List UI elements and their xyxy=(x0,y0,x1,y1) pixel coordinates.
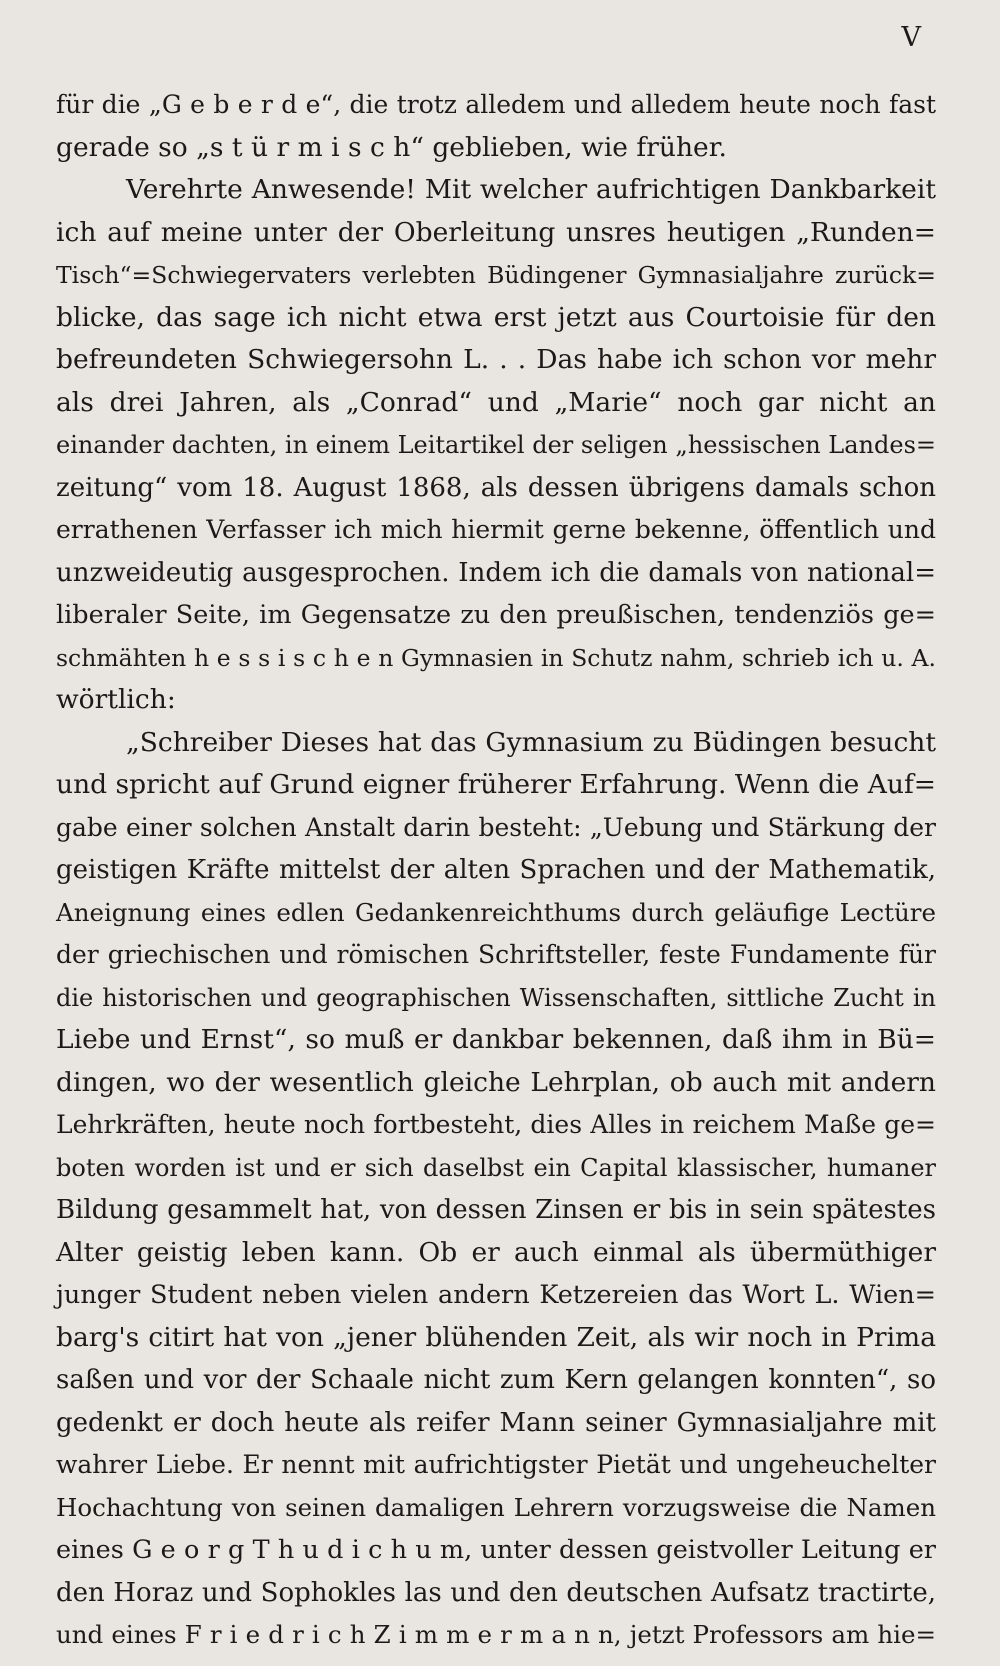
text-line: wahrer Liebe. Er nennt mit aufrichtigster Pietät und ungeheuchelter xyxy=(56,1450,936,1479)
text-line: Hochachtung von seinen damaligen Lehrern vorzugsweise die Namen xyxy=(56,1492,936,1522)
text-line: gerade so „s t ü r m i s c h“ geblieben, wie früher. xyxy=(56,131,727,163)
text-line: geistigen Kräfte mittelst der alten Sprachen und der Mathematik, xyxy=(56,855,936,885)
text-line: saßen und vor der Schaale nicht zum Kern gelangen konnten“, so xyxy=(56,1365,936,1395)
text-line: blicke, das sage ich nicht etwa erst jetzt aus Courtoisie für den xyxy=(56,301,936,333)
text-line: Aneignung eines edlen Gedankenreichthums durch geläufige Lectüre xyxy=(56,897,936,927)
text-line: Alter geistig leben kann. Ob er auch einmal als übermüthiger xyxy=(56,1236,936,1268)
text-line: als drei Jahren, als „Conrad“ und „Marie“ noch gar nicht an xyxy=(56,386,936,418)
text-line: eines G e o r g T h u d i c h u m, unter dessen geistvoller Leitung er xyxy=(56,1535,936,1565)
text-line: einander dachten, in einem Leitartikel der seligen „hessischen Landes= xyxy=(56,431,936,459)
text-line: boten worden ist und er sich daselbst ein Capital klassischer, humaner xyxy=(56,1153,936,1182)
text-line: zeitung“ vom 18. August 1868, als dessen übrigens damals schon xyxy=(56,472,936,503)
text-line: Liebe und Ernst“, so muß er dankbar bekennen, daß ihm in Bü= xyxy=(56,1024,936,1055)
text-line: barg's citirt hat von „jener blühenden Zeit, als wir noch in Prima xyxy=(56,1321,936,1353)
text-line: gabe einer solchen Anstalt darin besteht: „Uebung und Stärkung der xyxy=(56,812,936,842)
text-line: befreundeten Schwiegersohn L. . . Das habe ich schon vor mehr xyxy=(56,344,936,375)
text-line: die historischen und geographischen Wissenschaften, sittliche Zucht in xyxy=(56,983,936,1012)
text-line: gedenkt er doch heute als reifer Mann seiner Gymnasialjahre mit xyxy=(56,1407,936,1438)
text-line: schmähten h e s s i s c h e n Gymnasien in Schutz nahm, schrieb ich u. A. xyxy=(56,643,936,672)
text-line: „Schreiber Dieses hat das Gymnasium zu Büdingen besucht xyxy=(126,726,936,758)
text-line: und eines F r i e d r i c h Z i m m e r m a n n, jetzt Professors am hie= xyxy=(56,1620,936,1649)
text-line: errathenen Verfasser ich mich hiermit gerne bekenne, öffentlich und xyxy=(56,515,936,544)
text-line: für die „G e b e r d e“, die trotz alledem und alledem heute noch fast xyxy=(56,90,936,119)
text-line: junger Student neben vielen andern Ketzereien das Wort L. Wien= xyxy=(56,1280,936,1310)
text-line: Verehrte Anwesende! Mit welcher aufrichtigen Dankbarkeit xyxy=(126,174,936,205)
body-text xyxy=(56,84,936,1657)
text-line: liberaler Seite, im Gegensatze zu den preußischen, tendenziös ge= xyxy=(56,600,936,630)
text-line: dingen, wo der wesentlich gleiche Lehrplan, ob auch mit andern xyxy=(56,1066,936,1098)
text-line: den Horaz und Sophokles las und den deutschen Aufsatz tractirte, xyxy=(56,1577,936,1608)
text-line: und spricht auf Grund eigner früherer Erfahrung. Wenn die Auf= xyxy=(56,769,936,800)
text-line: Tisch“=Schwiegervaters verlebten Büdingener Gymnasialjahre zurück= xyxy=(56,261,936,289)
text-line: Bildung gesammelt hat, von dessen Zinsen er bis in sein spätestes xyxy=(56,1195,936,1225)
text-line: ich auf meine unter der Oberleitung unsres heutigen „Runden= xyxy=(56,216,936,248)
text-line: wörtlich: xyxy=(56,684,176,715)
page-number: V xyxy=(901,22,922,53)
text-line: unzweideutig ausgesprochen. Indem ich die damals von national= xyxy=(56,557,936,588)
text-line: der griechischen und römischen Schriftsteller, feste Fundamente für xyxy=(56,940,936,969)
text-line: Lehrkräften, heute noch fortbesteht, dies Alles in reichem Maße ge= xyxy=(56,1110,936,1139)
